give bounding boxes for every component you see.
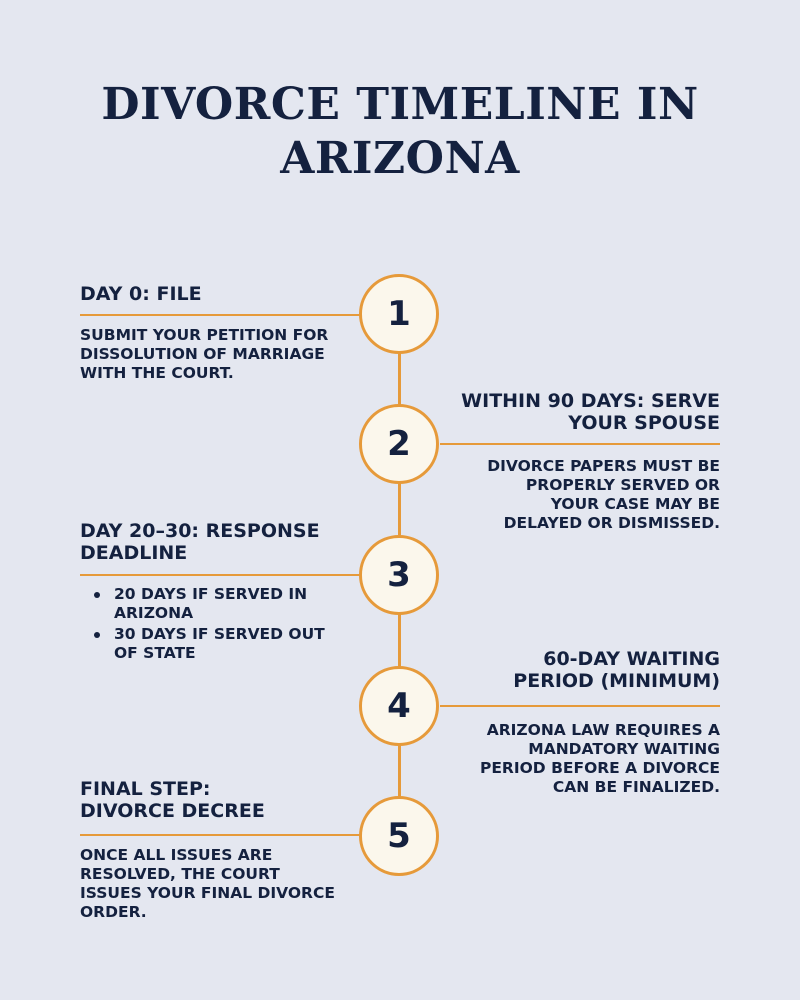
step-4-description: ARIZONA LAW REQUIRES A MANDATORY WAITING PERIOD BEFORE A DIVORCE CAN BE FINALIZED. (479, 721, 720, 796)
page-title: DIVORCE TIMELINE IN ARIZONA (101, 79, 699, 184)
step-4-heading: 60-DAY WAITING PERIOD (MINIMUM) (513, 648, 720, 692)
step-1-description: SUBMIT YOUR PETITION FOR DISSOLUTION OF MARRIAGE WITH THE COURT. (80, 326, 329, 382)
step-1-connector (80, 314, 360, 316)
step-4-connector (440, 705, 720, 707)
step-2-description: DIVORCE PAPERS MUST BE PROPERLY SERVED OR YOUR CASE MAY BE DELAYED OR DISMISSED. (487, 457, 720, 532)
step-1-number-circle: 1 (359, 274, 439, 354)
step-4-number-circle: 4 (359, 666, 439, 746)
bullet-dot-icon (94, 592, 100, 598)
list-item: 30 DAYS IF SERVED OUT OF STATE (80, 625, 360, 663)
step-2-number-circle: 2 (359, 404, 439, 484)
step-3-connector (80, 574, 360, 576)
step-5-heading: FINAL STEP: DIVORCE DECREE (80, 778, 265, 822)
step-2-connector (440, 443, 720, 445)
step-1-heading: DAY 0: FILE (80, 283, 202, 305)
step-3-number-circle: 3 (359, 535, 439, 615)
step-5-connector (80, 834, 360, 836)
step-3-heading: DAY 20–30: RESPONSE DEADLINE (80, 520, 320, 564)
bullet-dot-icon (94, 632, 100, 638)
step-5-number-circle: 5 (359, 796, 439, 876)
list-item: 20 DAYS IF SERVED IN ARIZONA (80, 585, 360, 623)
step-3-bullet-list (80, 585, 360, 665)
step-2-heading: WITHIN 90 DAYS: SERVE YOUR SPOUSE (461, 390, 720, 434)
step-5-description: ONCE ALL ISSUES ARE RESOLVED, THE COURT ISSUES YOUR FINAL DIVORCE ORDER. (80, 846, 335, 921)
